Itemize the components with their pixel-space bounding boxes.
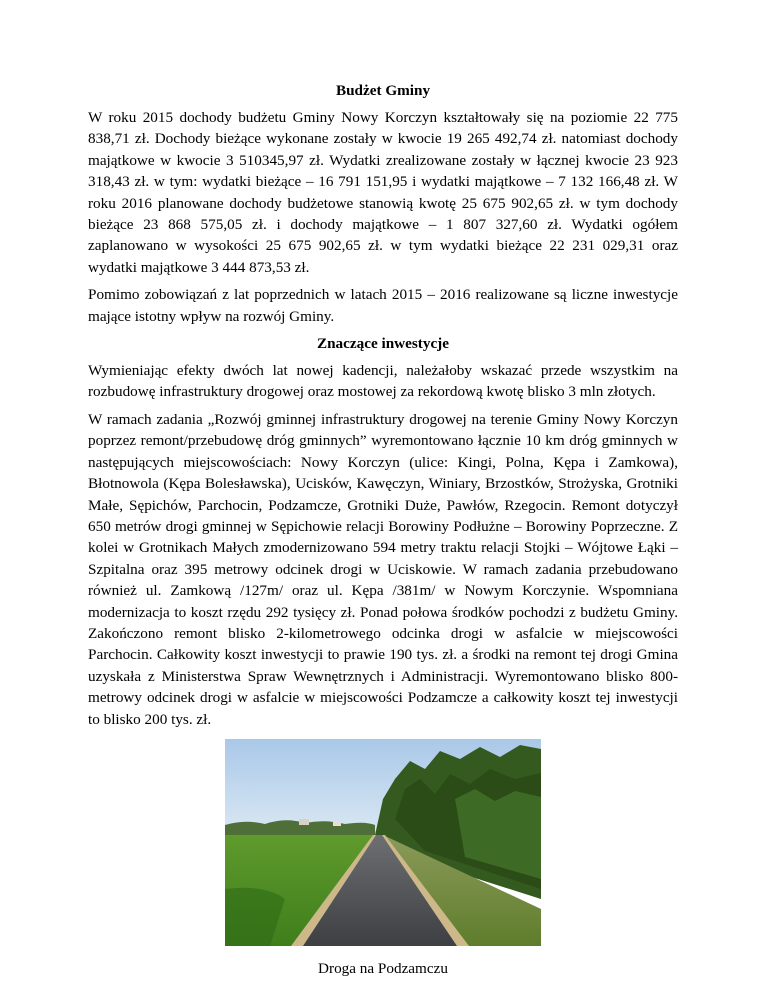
road-photo: [225, 739, 541, 946]
investments-paragraph-1: Wymieniając efekty dwóch lat nowej kadencji, należałoby wskazać przede wszystkim na rozbudowę infrastruktury drogowej oraz mostowej za rekordową kwotę blisko 3 mln złotych.: [88, 362, 678, 401]
photo-caption: Droga na Podzamczu: [318, 959, 448, 977]
investments-heading: Znaczące inwestycje: [316, 335, 449, 353]
budget-paragraph-1: W roku 2015 dochody budżetu Gminy Nowy Korczyn kształtowały się na poziomie 22 775 838,71 zł. Dochody bieżące wykonane zostały w kwocie 19 265 492,74 zł. natomiast dochody majątkowe w kwocie 3 510345,97 zł. Wydatki zrealizowane zostały w łącznej kwocie 23 923 318,43 zł. w tym: wydatki bieżące – 16 791 151,95 i wydatki majątkowe – 7 132 166,48 zł. W roku 2016 planowane dochody budżetowe stanowią kwotę 25 675 902,65 zł. w tym dochody bieżące 23 868 575,05 zł. i dochody majątkowe – 1 807 327,60 zł. Wydatki ogółem zaplanowano w wysokości 25 675 902,65 zł. w tym wydatki bieżące 22 231 029,31 oraz wydatki majątkowe 3 444 873,53 zł.: [88, 109, 678, 276]
investments-paragraph-2: W ramach zadania „Rozwój gminnej infrastruktury drogowej na terenie Gminy Nowy Korczyn poprzez remont/przebudowę dróg gminnych” wyremontowano łącznie 10 km dróg gminnych w następujących miejscowościach: Nowy Korczyn (ulice: Kingi, Polna, Kępa i Zamkowa), Błotnowola (Kępa Bolesławska), Ucisków, Kawęczyn, Winiary, Brzostków, Strożyska, Grotniki Małe, Sępichów, Parchocin, Podzamcze, Grotniki Duże, Pawłów, Rzegocin. Remont dotyczył 650 metrów drogi gminnej w Sępichowie relacji Borowiny Podłużne – Borowiny Poprzeczne. Z kolei w Grotnikach Małych zmodernizowano 594 metry traktu relacji Stojki – Wójtowe Łąki – Szpitalna oraz 395 metrowy odcinek drogi w Uciskowie. W ramach zadania przebudowano również ul. Zamkową /127m/ oraz ul. Kępa /381m/ w Nowym Korczynie. Wspomniana modernizacja to koszt rzędu 292 tysięcy zł. Ponad połowa środków pochodzi z budżetu Gminy. Zakończono remont blisko 2-kilometrowego odcinka drogi w asfalcie w miejscowości Parchocin. Całkowity koszt inwestycji to prawie 190 tys. zł. a środki na remont tej drogi Gmina uzyskała z Ministerstwa Spraw Wewnętrznych i Administracji. Wyremontowano blisko 800-metrowy odcinek drogi w asfalcie w miejscowości Podzamcze a całkowity koszt tej inwestycji to blisko 200 tys. zł.: [88, 410, 678, 728]
budget-heading: Budżet Gminy: [335, 82, 431, 99]
document-page: [88, 80, 678, 979]
budget-paragraph-2: Pomimo zobowiązań z lat poprzednich w latach 2015 – 2016 realizowane są liczne inwestycje mające istotny wpływ na rozwój Gminy.: [88, 286, 678, 325]
